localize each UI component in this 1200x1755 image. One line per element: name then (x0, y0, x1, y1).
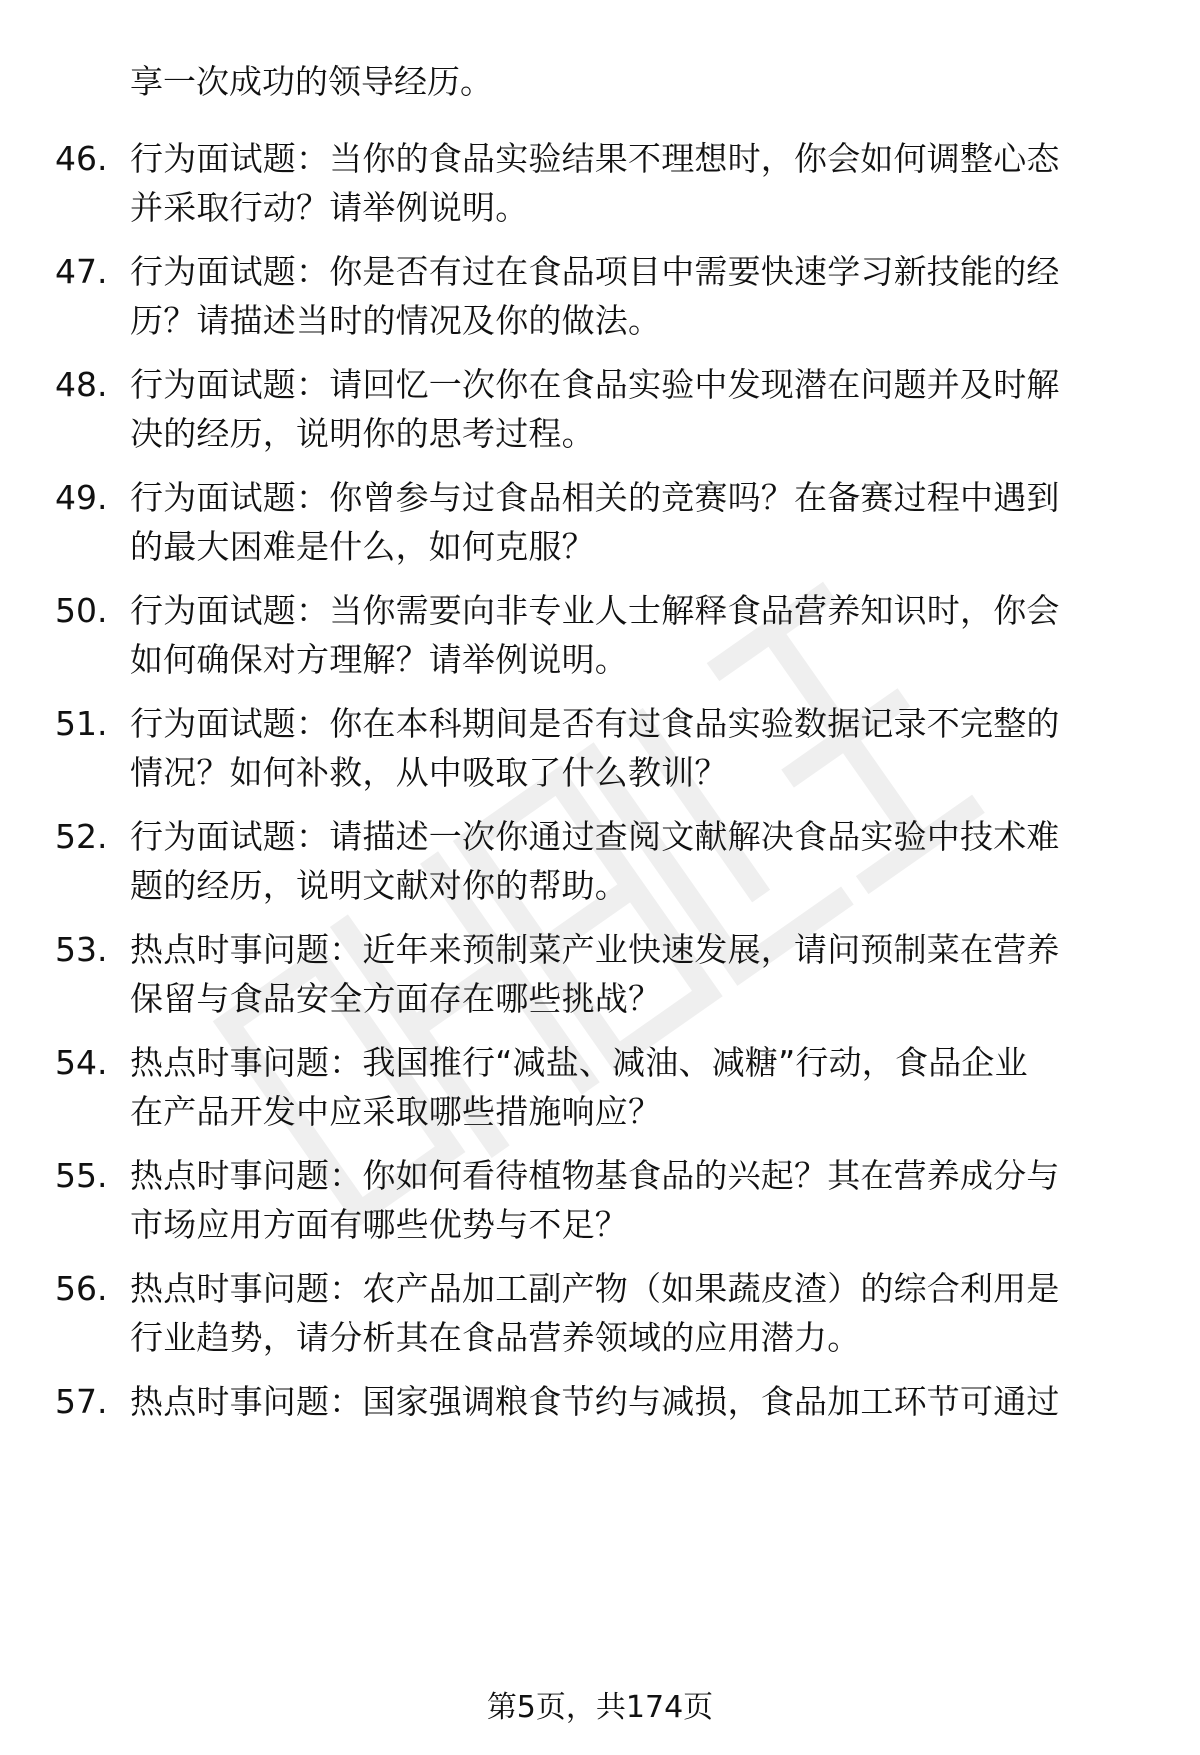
list-item (0, 926, 1200, 1026)
list-item (0, 813, 1200, 913)
list-item (0, 587, 1200, 687)
item-text-line: 行为面试题：你在本科期间是否有过食品实验数据记录不完整的 (130, 704, 1060, 743)
item-number: 47. (55, 252, 108, 291)
list-item (0, 361, 1200, 461)
item-text-line: 行为面试题：当你需要向非专业人士解释食品营养知识时，你会 (130, 591, 1060, 630)
item-text-line: 历？请描述当时的情况及你的做法。 (130, 301, 662, 340)
item-text-line: 市场应用方面有哪些优势与不足？ (130, 1205, 628, 1244)
item-text-line: 行为面试题：当你的食品实验结果不理想时，你会如何调整心态 (130, 139, 1060, 178)
item-number: 52. (55, 817, 108, 856)
item-number: 50. (55, 591, 108, 630)
item-number: 49. (55, 478, 108, 517)
item-text-line: 行为面试题：你是否有过在食品项目中需要快速学习新技能的经 (130, 252, 1060, 291)
list-item (0, 135, 1200, 235)
item-text-line: 热点时事问题：你如何看待植物基食品的兴起？其在营养成分与 (130, 1156, 1060, 1195)
item-text-line: 如何确保对方理解？请举例说明。 (130, 640, 628, 679)
page-footer: 第5页，共174页 (486, 1690, 714, 1725)
item-text-line: 并采取行动？请举例说明。 (130, 188, 529, 227)
item-text-line: 保留与食品安全方面存在哪些挑战？ (130, 979, 662, 1018)
item-text-line: 热点时事问题：我国推行“减盐、减油、减糖”行动，食品企业 (130, 1043, 1028, 1082)
item-text-line: 的最大困难是什么，如何克服？ (130, 527, 595, 566)
item-number: 57. (55, 1382, 108, 1421)
list-item (0, 700, 1200, 800)
item-text-line: 情况？如何补救，从中吸取了什么教训？ (130, 753, 728, 792)
item-text-line: 在产品开发中应采取哪些措施响应？ (130, 1092, 662, 1131)
item-number: 54. (55, 1043, 108, 1082)
item-text-line: 行为面试题：请回忆一次你在食品实验中发现潜在问题并及时解 (130, 365, 1060, 404)
item-text-line: 热点时事问题：农产品加工副产物（如果蔬皮渣）的综合利用是 (130, 1269, 1060, 1308)
item-number: 53. (55, 930, 108, 969)
item-text-line: 行业趋势，请分析其在食品营养领域的应用潜力。 (130, 1318, 861, 1357)
item-text-line: 行为面试题：你曾参与过食品相关的竞赛吗？在备赛过程中遇到 (130, 478, 1060, 517)
list-item (0, 1265, 1200, 1365)
list-item (0, 1039, 1200, 1139)
item-text-line: 热点时事问题：近年来预制菜产业快速发展，请问预制菜在营养 (130, 930, 1060, 969)
carryover-line: 享一次成功的领导经历。 (130, 62, 493, 101)
item-text-line: 决的经历，说明你的思考过程。 (130, 414, 595, 453)
item-number: 55. (55, 1156, 108, 1195)
item-number: 56. (55, 1269, 108, 1308)
item-text-line: 行为面试题：请描述一次你通过查阅文献解决食品实验中技术难 (130, 817, 1060, 856)
list-item (0, 1378, 1200, 1478)
item-number: 51. (55, 704, 108, 743)
item-number: 48. (55, 365, 108, 404)
list-item (0, 474, 1200, 574)
list-item (0, 248, 1200, 348)
list-item (0, 1152, 1200, 1252)
item-text-line: 热点时事问题：国家强调粮食节约与减损，食品加工环节可通过 (130, 1382, 1060, 1421)
item-text-line: 题的经历，说明文献对你的帮助。 (130, 866, 628, 905)
item-number: 46. (55, 139, 108, 178)
